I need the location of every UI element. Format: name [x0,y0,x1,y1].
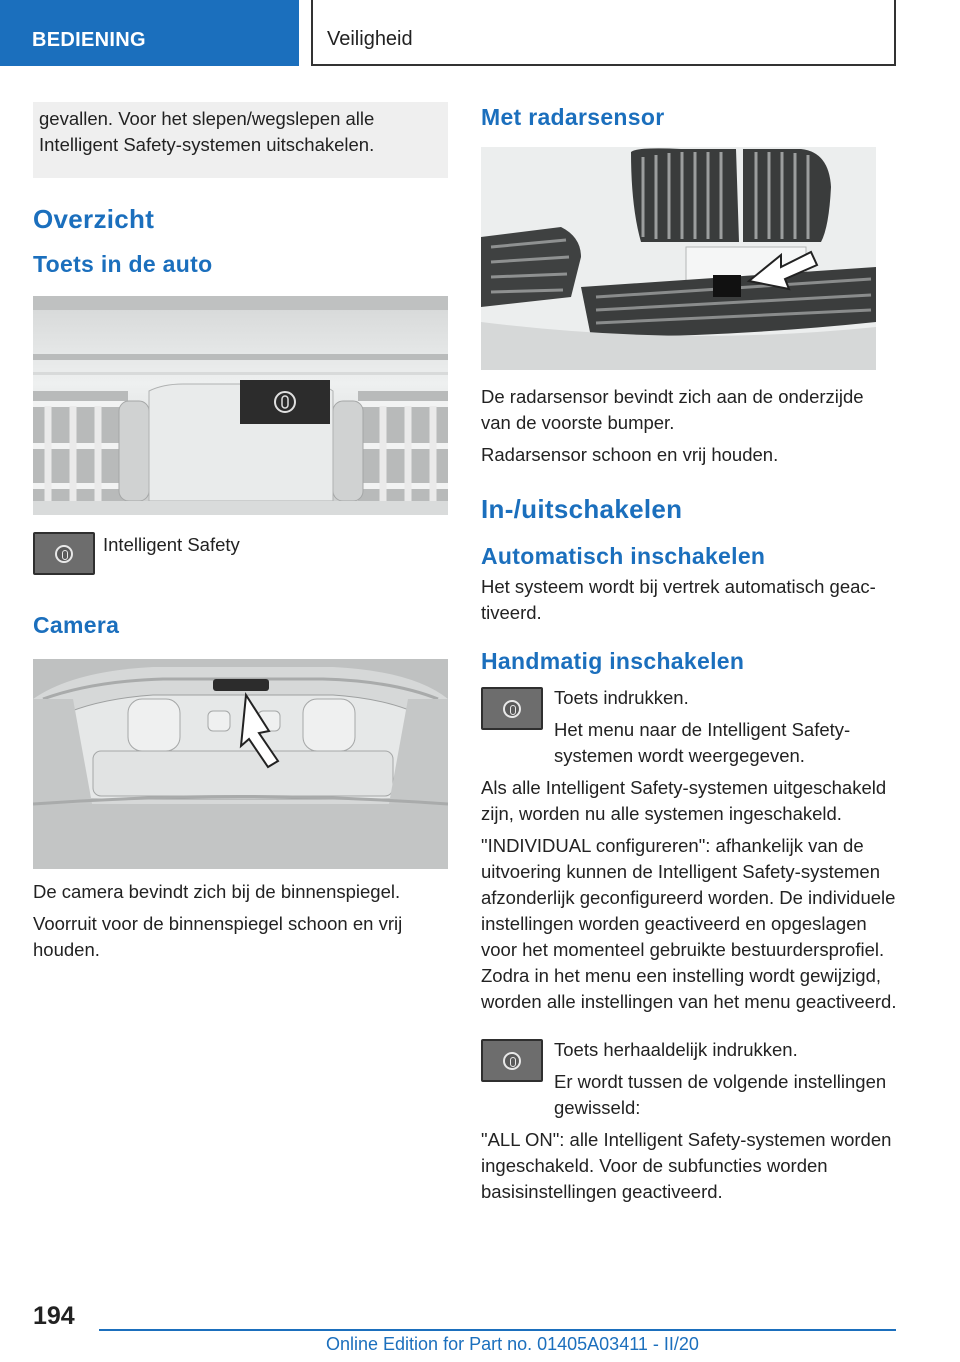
intelligent-safety-button-icon [481,1039,543,1082]
chapter-tab [0,0,299,66]
camera-location-text: De camera bevindt zich bij de binnenspiegel. [33,881,401,902]
heading-automatisch-inschakelen: Automatisch inschakelen [481,543,766,569]
chapter-title: BEDIENING [32,29,146,51]
step1-text: Toets indrukken. [554,687,689,708]
edition-text: Online Edition for Part no. 01405A03411 - II/20 [326,1334,699,1354]
heading-handmatig-inschakelen: Handmatig inschakelen [481,648,745,674]
dashboard-button-image [33,296,448,515]
left-column [33,102,448,963]
intelligent-safety-button-icon [481,687,543,730]
note-box [33,102,448,178]
right-column [481,102,897,1205]
footer-divider [99,1329,896,1331]
individual-text: "INDIVIDUAL configureren": afhankelijk van de uitvoering kunnen de Intelligent Safety-systemen afzonderlijk geconfigureerd worden. De individuele instellingen worden geactiveerd en opgeslagen voor het momenteel gebruikte bestuurdersprofiel. Zodra in het menu een instelling wordt gewijzigd, worden alle instellingen van het menu geactiveerd. [481,835,897,1012]
section-tab [311,0,896,66]
step1-row [481,685,897,769]
heading-overzicht: Overzicht [33,204,155,234]
note-text: gevallen. Voor het slepen/wegslepen alle Intelligent Safety-systemen uitschakelen. [39,108,375,155]
radar-sensor-image [481,147,876,370]
section-title: Veiligheid [327,28,413,50]
step2-result-text: Er wordt tussen de volgende instellingen gewisseld: [554,1071,887,1118]
heading-camera: Camera [33,612,120,638]
auto-text: Het systeem wordt bij vertrek automatisch geactiveerd. [481,576,876,623]
step2-text: Toets herhaaldelijk indrukken. [554,1039,798,1060]
radar-location-text: De radarsensor bevindt zich aan de onderzijde van de voorste bumper. [481,386,864,433]
camera-image [33,659,448,869]
heading-in-uitschakelen: In-/uitschakelen [481,494,683,524]
camera-clean-text: Voorruit voor de binnenspiegel schoon en vrij houden. [33,913,403,960]
all-off-text: Als alle Intelligent Safety-systemen uitgeschakeld zijn, worden nu alle systemen ingeschakeld. [481,777,887,824]
step2-row [481,1037,897,1121]
step1-result-text: Het menu naar de Intelligent Safety-systemen wordt weergegeven. [554,719,851,766]
heading-met-radarsensor: Met radarsensor [481,104,665,130]
radar-clean-text: Radarsensor schoon en vrij houden. [481,444,779,465]
all-on-text: "ALL ON": alle Intelligent Safety-systemen worden ingeschakeld. Voor de subfuncties worden basisinstellingen geactiveerd. [481,1129,892,1202]
intelligent-safety-button-icon [33,532,95,575]
icon-caption: Intelligent Safety [103,534,240,555]
icon-caption-row [33,532,448,594]
page-number: 194 [33,1302,75,1330]
heading-toets-in-de-auto: Toets in de auto [33,251,213,277]
